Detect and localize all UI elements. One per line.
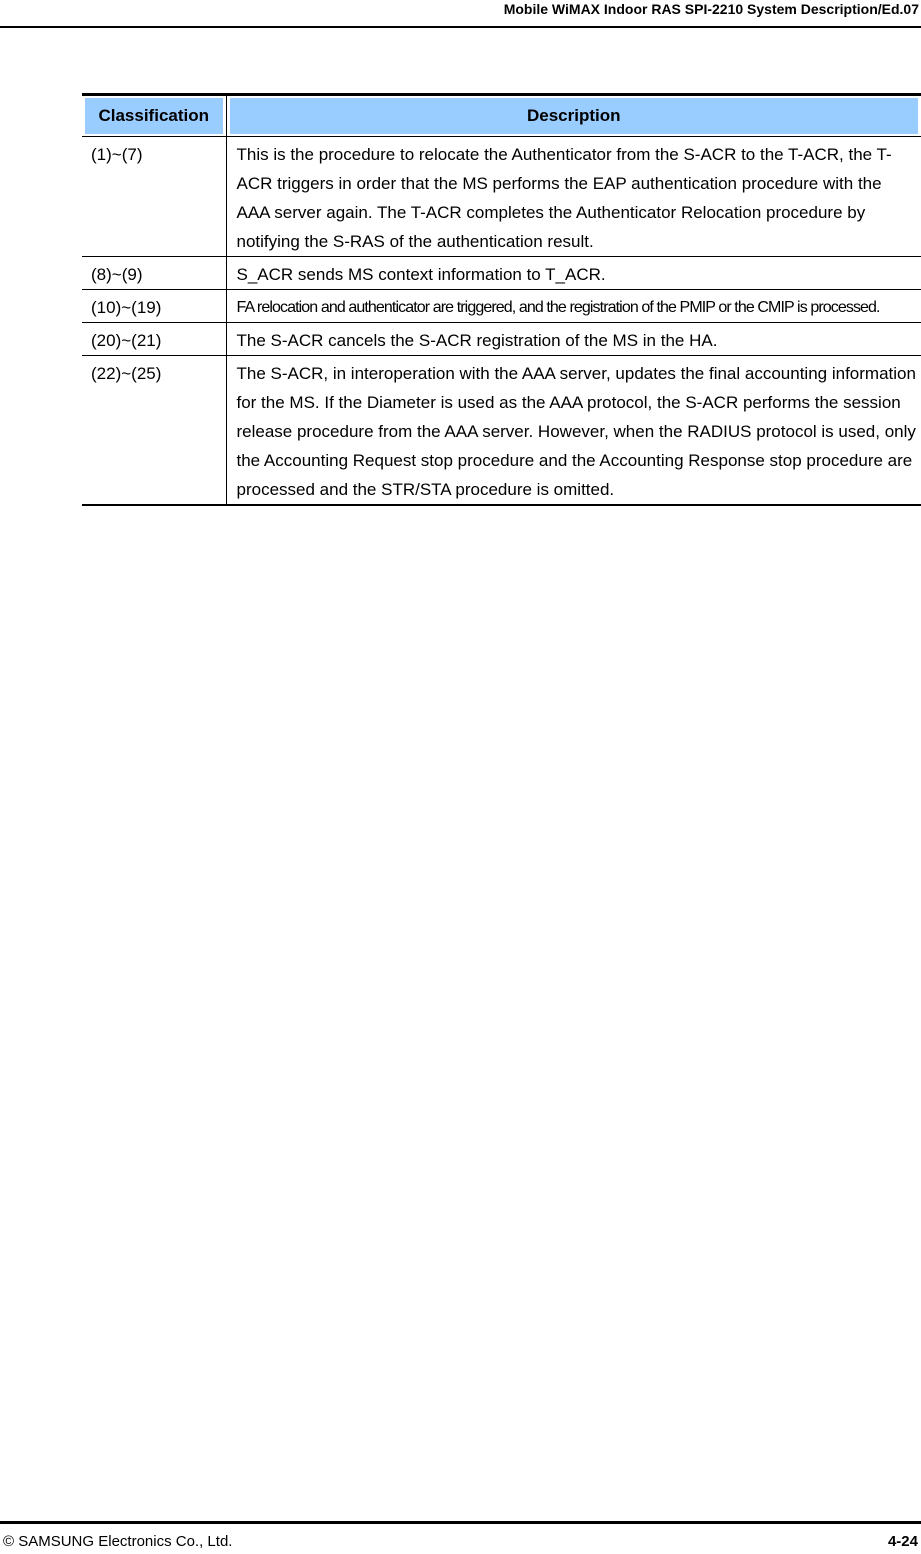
document-title: Mobile WiMAX Indoor RAS SPI-2210 System Description/Ed.07: [503, 1, 919, 17]
table-row: [82, 356, 921, 506]
description-cell: The S-ACR cancels the S-ACR registration of the MS in the HA.: [226, 323, 921, 356]
copyright-notice: © SAMSUNG Electronics Co., Ltd.: [3, 1533, 233, 1550]
table-row: [82, 290, 921, 323]
table-row: [82, 257, 921, 290]
description-cell: This is the procedure to relocate the Authenticator from the S-ACR to the T-ACR, the T-ACR triggers in order that the MS performs the EAP authentication procedure with the AAA server again. The T-ACR completes the Authenticator Relocation procedure by notifying the S-RAS of the authentication result.: [226, 137, 921, 257]
classification-cell: (1)~(7): [82, 137, 226, 257]
table-row: [82, 137, 921, 257]
procedure-description-table: [82, 93, 921, 506]
classification-cell: (10)~(19): [82, 290, 226, 323]
classification-cell: (8)~(9): [82, 257, 226, 290]
page-number: 4-24: [887, 1533, 918, 1550]
table-header-row: [82, 95, 921, 137]
description-cell: FA relocation and authenticator are triggered, and the registration of the PMIP or the CMIP is processed.: [226, 290, 921, 323]
table-row: [82, 323, 921, 356]
page-footer: [0, 1521, 921, 1554]
column-header-description: Description: [226, 95, 921, 137]
classification-cell: (20)~(21): [82, 323, 226, 356]
column-header-classification: Classification: [82, 95, 226, 137]
page-header: [0, 0, 921, 28]
description-cell: S_ACR sends MS context information to T_ACR.: [226, 257, 921, 290]
description-cell: The S-ACR, in interoperation with the AAA server, updates the final accounting information for the MS. If the Diameter is used as the AAA protocol, the S-ACR performs the session release procedure from the AAA server. However, when the RADIUS protocol is used, only the Accounting Request stop procedure and the Accounting Response stop procedure are processed and the STR/STA procedure is omitted.: [236, 364, 916, 499]
classification-cell: (22)~(25): [82, 356, 226, 506]
